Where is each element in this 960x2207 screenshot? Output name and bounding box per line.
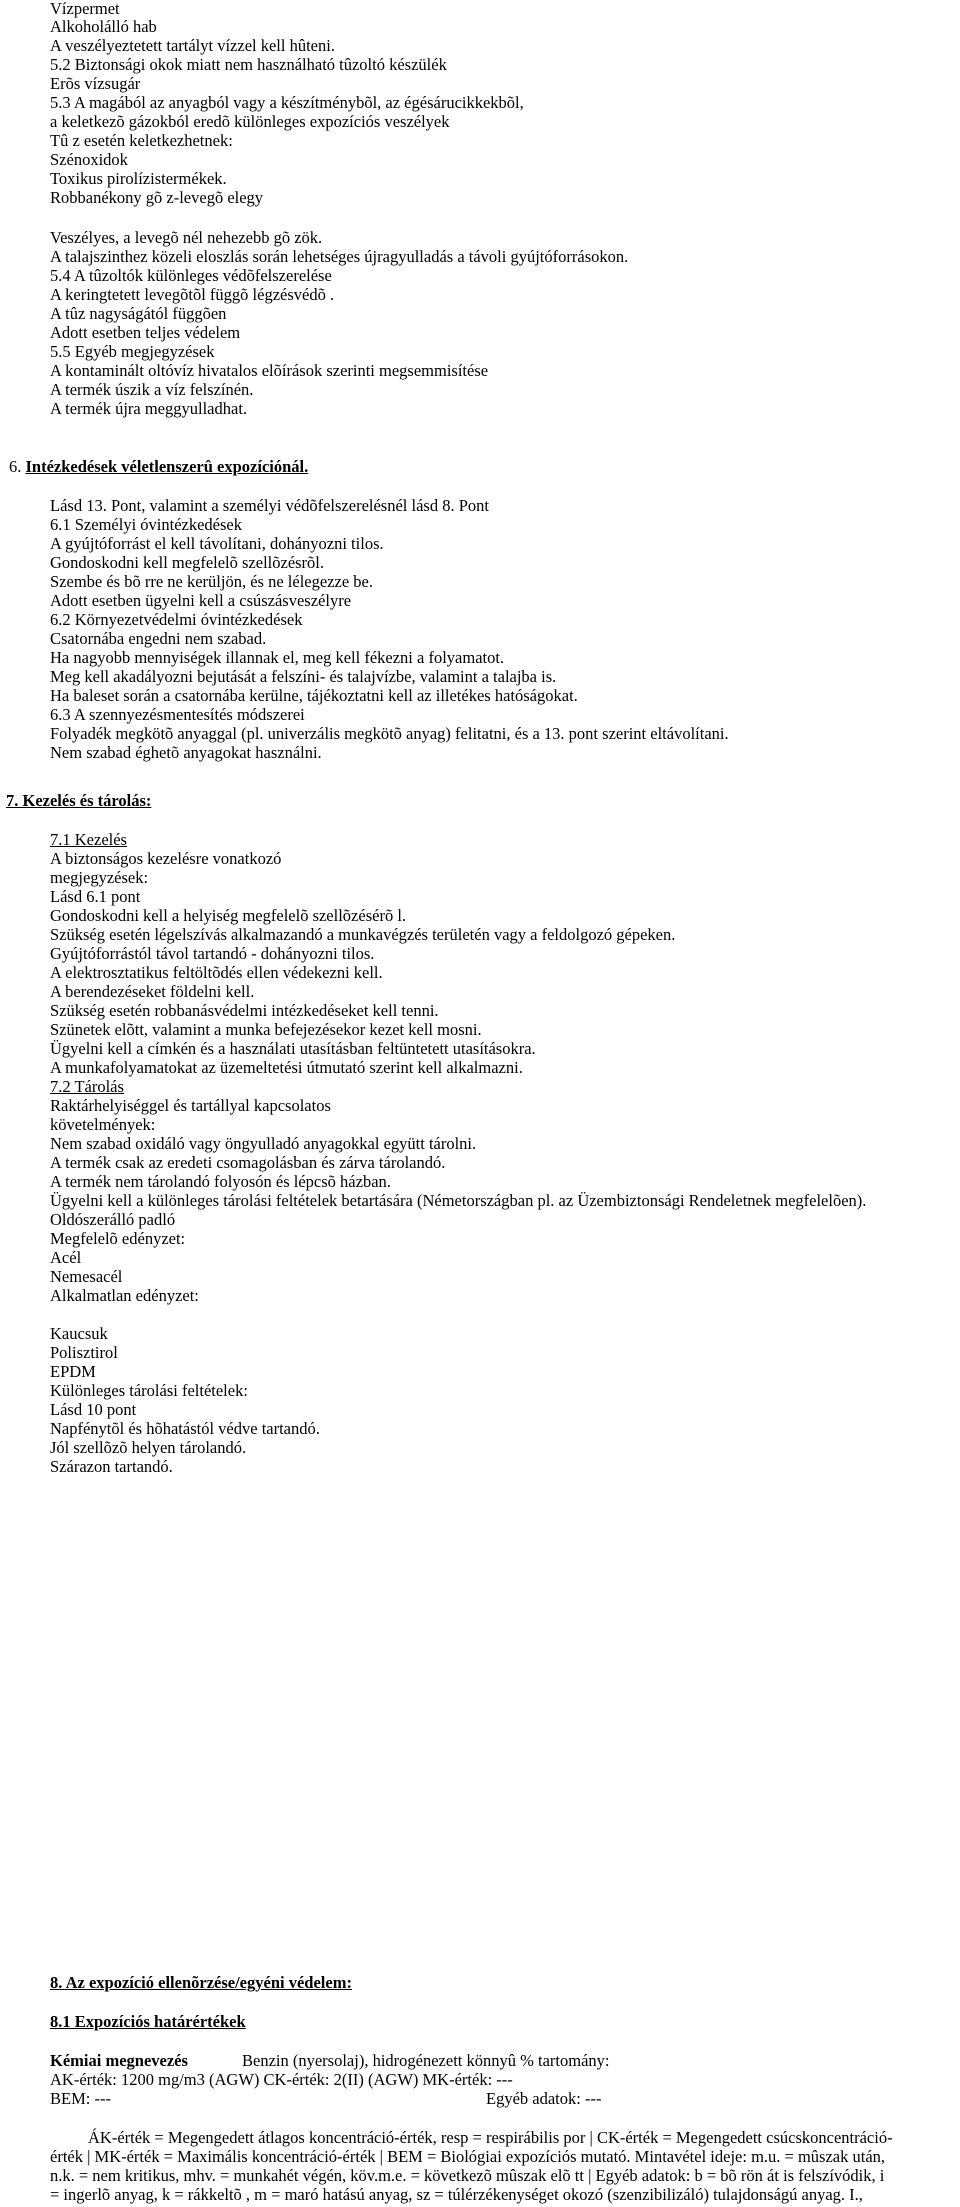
text-line: Vízpermet <box>50 0 120 18</box>
text-line: Kaucsuk <box>50 1324 108 1343</box>
section-8-heading: 8. Az expozíció ellenõrzése/egyéni védelem: <box>50 1973 352 1992</box>
text-line: Raktárhelyiséggel és tartállyal kapcsolatos <box>50 1096 331 1115</box>
footnote-line: érték | MK-érték = Maximális koncentráció-érték | BEM = Biológiai expozíciós mutató. Mintavétel ideje: m.u. = mûszak után, <box>50 2147 886 2166</box>
text-line: Nem szabad oxidáló vagy öngyulladó anyagokkal együtt tárolni. <box>50 1134 477 1153</box>
text-line: A termék csak az eredeti csomagolásban és zárva tárolandó. <box>50 1153 446 1172</box>
text-line: Szükség esetén robbanásvédelmi intézkedéseket kell tenni. <box>50 1001 439 1020</box>
text-line: Gondoskodni kell a helyiség megfelelõ szellõzésérõ l. <box>50 906 407 925</box>
section-6-number: 6. <box>9 457 26 476</box>
text-line: Csatornába engedni nem szabad. <box>50 629 267 648</box>
text-line: Szárazon tartandó. <box>50 1457 173 1476</box>
text-line: Ügyelni kell a különleges tárolási feltételek betartására (Németországban pl. az Üzembiztonsági Rendeletnek megfelelõen). <box>50 1191 867 1210</box>
chemical-name-label: Kémiai megnevezés <box>50 2051 188 2070</box>
text-line: Veszélyes, a levegõ nél nehezebb gõ zök. <box>50 228 323 247</box>
text-line: Nemesacél <box>50 1267 123 1286</box>
footnote-line: n.k. = nem kritikus, mhv. = munkahét végén, köv.m.e. = következõ mûszak elõ tt | Egyéb adatok: b = bõ rön át is felszívódik, i <box>50 2166 885 2185</box>
text-line: Adott esetben ügyelni kell a csúszásveszélyre <box>50 591 352 610</box>
footnote-line: = ingerlõ anyag, k = rákkeltõ , m = maró hatású anyag, sz = túlérzékenységet okozó (szenzibilizáló) tulajdonságú anyag. I., <box>50 2185 863 2204</box>
subsection-heading: 5.3 A magából az anyagból vagy a készítménybõl, az égésárucikkekbõl, <box>50 93 524 112</box>
text-line: Tû z esetén keletkezhetnek: <box>50 131 233 150</box>
subsection-heading: 6.1 Személyi óvintézkedések <box>50 515 242 534</box>
other-data-value: Egyéb adatok: --- <box>486 2089 602 2108</box>
text-line: Jól szellõzõ helyen tárolandó. <box>50 1438 247 1457</box>
text-line: Lásd 10 pont <box>50 1400 137 1419</box>
text-line: EPDM <box>50 1362 96 1381</box>
text-line: A biztonságos kezelésre vonatkozó <box>50 849 282 868</box>
text-line: A termék nem tárolandó folyosón és lépcsõ házban. <box>50 1172 391 1191</box>
text-line: A talajszinthez közeli eloszlás során lehetséges újragyulladás a távoli gyújtóforrásokon. <box>50 247 629 266</box>
text-line: Lásd 6.1 pont <box>50 887 141 906</box>
limit-values-line: AK-érték: 1200 mg/m3 (AGW) CK-érték: 2(II) (AGW) MK-érték: --- <box>50 2070 513 2089</box>
text-line: a keletkezõ gázokból eredõ különleges expozíciós veszélyek <box>50 112 450 131</box>
text-line: Alkoholálló hab <box>50 17 157 36</box>
section-6-heading <box>9 458 308 477</box>
text-line: Toxikus pirolízistermékek. <box>50 169 227 188</box>
text-line: A berendezéseket földelni kell. <box>50 982 255 1001</box>
text-line: A veszélyeztetett tartályt vízzel kell hûteni. <box>50 36 335 55</box>
text-line: Robbanékony gõ z-levegõ elegy <box>50 188 264 207</box>
section-6-title: Intézkedések véletlenszerû expozíciónál. <box>25 457 309 476</box>
text-line: Szembe és bõ rre ne kerüljön, és ne lélegezze be. <box>50 572 373 591</box>
text-line: Szükség esetén légelszívás alkalmazandó a munkavégzés területén vagy a feldolgozó gépeken. <box>50 925 676 944</box>
text-line: Erõs vízsugár <box>50 74 141 93</box>
text-line: Alkalmatlan edényzet: <box>50 1286 199 1305</box>
text-line: A keringtetett levegõtõl függõ légzésvédõ . <box>50 285 335 304</box>
text-line: A tûz nagyságától függõen <box>50 304 227 323</box>
text-line: A termék úszik a víz felszínén. <box>50 380 254 399</box>
text-line: Gyújtóforrástól távol tartandó - dohányozni tilos. <box>50 944 375 963</box>
text-line: Ha baleset során a csatornába kerülne, tájékoztatni kell az illetékes hatóságokat. <box>50 686 578 705</box>
text-line: A termék újra meggyulladhat. <box>50 399 248 418</box>
text-line: Meg kell akadályozni bejutását a felszíni- és talajvízbe, valamint a talajba is. <box>50 667 557 686</box>
text-line: A elektrosztatikus feltöltõdés ellen védekezni kell. <box>50 963 383 982</box>
text-line: Napfénytõl és hõhatástól védve tartandó. <box>50 1419 320 1438</box>
subsection-7-1-heading: 7.1 Kezelés <box>50 830 127 849</box>
text-line: Különleges tárolási feltételek: <box>50 1381 248 1400</box>
text-line: A gyújtóforrást el kell távolítani, dohányozni tilos. <box>50 534 384 553</box>
subsection-heading: 5.4 A tûzoltók különleges védõfelszerelése <box>50 266 332 285</box>
subsection-heading: 5.5 Egyéb megjegyzések <box>50 342 215 361</box>
subsection-8-1-heading: 8.1 Expozíciós határértékek <box>50 2012 246 2031</box>
text-line: Szünetek elõtt, valamint a munka befejezésekor kezet kell mosni. <box>50 1020 482 1039</box>
text-line: Ha nagyobb mennyiségek illannak el, meg kell fékezni a folyamatot. <box>50 648 505 667</box>
text-line: Gondoskodni kell megfelelõ szellõzésrõl. <box>50 553 325 572</box>
text-line: Megfelelõ edényzet: <box>50 1229 186 1248</box>
text-line: követelmények: <box>50 1115 156 1134</box>
footnote-line: ÁK-érték = Megengedett átlagos koncentráció-érték, resp = respirábilis por | CK-érték = Megengedett csúcskoncentráció- <box>88 2128 893 2147</box>
text-line: A munkafolyamatokat az üzemeltetési útmutató szerint kell alkalmazni. <box>50 1058 523 1077</box>
text-line: Lásd 13. Pont, valamint a személyi védõfelszerelésnél lásd 8. Pont <box>50 496 489 515</box>
text-line: Szénoxidok <box>50 150 128 169</box>
subsection-7-2-heading: 7.2 Tárolás <box>50 1077 124 1096</box>
subsection-heading: 6.2 Környezetvédelmi óvintézkedések <box>50 610 303 629</box>
subsection-heading: 5.2 Biztonsági okok miatt nem használható tûzoltó készülék <box>50 55 447 74</box>
text-line: Ügyelni kell a címkén és a használati utasításban feltüntetett utasításokra. <box>50 1039 536 1058</box>
text-line: Acél <box>50 1248 82 1267</box>
text-line: Polisztirol <box>50 1343 118 1362</box>
text-line: Nem szabad éghetõ anyagokat használni. <box>50 743 322 762</box>
text-line: Oldószerálló padló <box>50 1210 176 1229</box>
chemical-name-value: Benzin (nyersolaj), hidrogénezett könnyû % tartomány: <box>242 2051 610 2070</box>
text-line: Adott esetben teljes védelem <box>50 323 241 342</box>
bem-value: BEM: --- <box>50 2089 111 2108</box>
subsection-heading: 6.3 A szennyezésmentesítés módszerei <box>50 705 305 724</box>
section-7-heading: 7. Kezelés és tárolás: <box>6 791 152 810</box>
text-line: A kontaminált oltóvíz hivatalos elõírások szerinti megsemmisítése <box>50 361 489 380</box>
text-line: megjegyzések: <box>50 868 149 887</box>
text-line: Folyadék megkötõ anyaggal (pl. univerzális megkötõ anyag) felitatni, és a 13. pont szerint eltávolítani. <box>50 724 729 743</box>
